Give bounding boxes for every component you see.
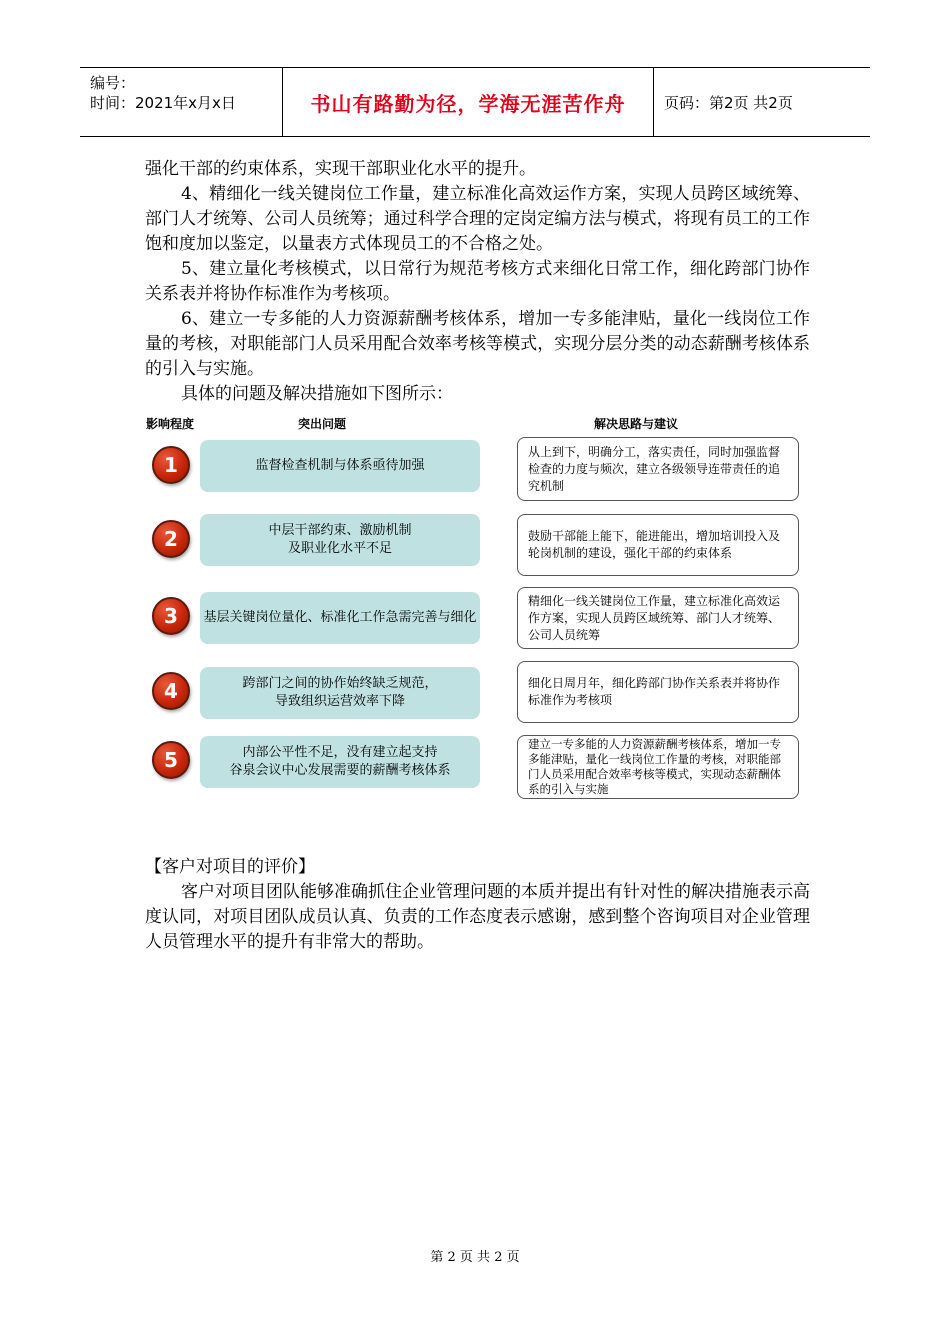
problem-text: 跨部门之间的协作始终缺乏规范， 导致组织运营效率下降 <box>242 676 438 709</box>
solution-box <box>517 514 799 576</box>
impact-badge: 2 <box>152 520 190 558</box>
header-motto: 书山有路勤为径，学海无涯苦作舟 <box>282 68 654 136</box>
header-meta <box>80 68 282 136</box>
evaluation-text: 客户对项目团队能够准确抓住企业管理问题的本质并提出有针对性的解决措施表示高度认同，对项目团队成员认真、负责的工作态度表示感谢，感到整个咨询项目对企业管理人员管理水平的提升有非常大的帮助。 <box>145 882 810 952</box>
solution-text: 鼓励干部能上能下，能进能出，增加培训投入及轮岗机制的建设，强化干部的约束体系 <box>528 529 781 560</box>
body-text <box>145 157 810 407</box>
column-header-problem: 突出问题 <box>298 417 347 431</box>
evaluation-title: 【客户对项目的评价】 <box>145 857 315 877</box>
solution-box <box>517 437 799 501</box>
column-header-impact: 影响程度 <box>146 417 195 431</box>
impact-badge: 4 <box>152 672 190 710</box>
solution-box <box>517 735 799 799</box>
evaluation-section <box>145 855 810 955</box>
number-label: 编号： <box>90 74 136 92</box>
page-header <box>80 67 870 137</box>
paragraph-4: 4、精细化一线关键岗位工作量，建立标准化高效运作方案，实现人员跨区域统筹、部门人才统筹、公司人员统筹；通过科学合理的定岗定编方法与模式，将现有员工的工作饱和度加以鉴定，以量表方式体现员工的不合格之处。 <box>145 184 810 254</box>
problem-box <box>200 667 480 719</box>
paragraph-intro: 具体的问题及解决措施如下图所示： <box>181 384 453 404</box>
problem-box <box>200 514 480 566</box>
impact-badge: 1 <box>152 446 190 484</box>
paragraph-3-tail: 强化干部的约束体系，实现干部职业化水平的提升。 <box>145 159 536 179</box>
problem-box <box>200 592 480 644</box>
solution-box <box>517 587 799 649</box>
paragraph-5: 5、建立量化考核模式，以日常行为规范考核方式来细化日常工作，细化跨部门协作关系表并将协作标准作为考核项。 <box>145 259 810 304</box>
solution-text: 从上到下，明确分工，落实责任，同时加强监督检查的力度与频次，建立各级领导连带责任的追究机制 <box>528 444 781 493</box>
solution-text: 精细化一线关键岗位工作量，建立标准化高效运作方案，实现人员跨区域统筹、部门人才统筹、公司人员统筹 <box>528 593 781 642</box>
problem-box <box>200 440 480 492</box>
header-page-label: 页码：第2页 共2页 <box>664 93 793 112</box>
problem-text: 中层干部约束、激励机制 及职业化水平不足 <box>268 523 412 556</box>
impact-badge: 5 <box>152 741 190 779</box>
solution-text: 建立一专多能的人力资源薪酬考核体系，增加一专多能津贴，量化一线岗位工作量的考核，对职能部门人员采用配合效率考核等模式，实现动态薪酬体系的引入与实施 <box>528 737 781 796</box>
page-footer: 第 2 页 共 2 页 <box>430 1250 520 1265</box>
solution-box <box>517 661 799 723</box>
solution-text: 细化日周月年，细化跨部门协作关系表并将协作标准作为考核项 <box>528 676 781 707</box>
time-label: 时间：2021年x月x日 <box>90 94 236 112</box>
impact-badge: 3 <box>152 597 190 635</box>
paragraph-6: 6、建立一专多能的人力资源薪酬考核体系，增加一专多能津贴，量化一线岗位工作量的考核，对职能部门人员采用配合效率考核等模式，实现分层分类的动态薪酬考核体系的引入与实施。 <box>145 309 810 379</box>
problem-text: 内部公平性不足，没有建立起支持 谷泉会议中心发展需要的薪酬考核体系 <box>229 745 451 778</box>
problem-text: 基层关键岗位量化、标准化工作急需完善与细化 <box>203 610 477 625</box>
column-header-solution: 解决思路与建议 <box>594 417 679 431</box>
problem-text: 监督检查机制与体系亟待加强 <box>255 458 425 473</box>
problem-box <box>200 736 480 788</box>
